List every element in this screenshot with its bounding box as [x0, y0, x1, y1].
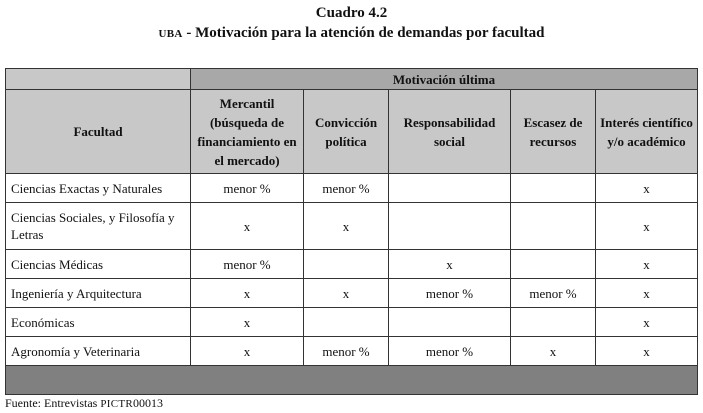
value-cell	[511, 203, 596, 250]
value-cell: menor %	[389, 279, 511, 308]
source-prefix: Fuente: Entrevistas	[5, 396, 101, 410]
value-cell: x	[191, 337, 304, 366]
facultad-cell: Ingeniería y Arquitectura	[6, 279, 191, 308]
value-cell: x	[596, 337, 698, 366]
value-cell: menor %	[191, 250, 304, 279]
value-cell: x	[389, 250, 511, 279]
value-cell: x	[596, 174, 698, 203]
value-cell	[389, 203, 511, 250]
value-cell: x	[191, 279, 304, 308]
table-row	[6, 174, 698, 203]
facultad-cell: Agronomía y Veterinaria	[6, 337, 191, 366]
value-cell	[511, 250, 596, 279]
column-header-conviccion: Convicción política	[304, 90, 389, 174]
facultad-cell: Económicas	[6, 308, 191, 337]
column-header-responsabilidad: Responsabilidad social	[389, 90, 511, 174]
value-cell: x	[596, 308, 698, 337]
caption-text: - Motivación para la atención de demandas por facultad	[182, 25, 545, 41]
table-row	[6, 203, 698, 250]
facultad-cell: Ciencias Exactas y Naturales	[6, 174, 191, 203]
table-row	[6, 250, 698, 279]
source-code-num: 00013	[133, 396, 164, 410]
value-cell: x	[511, 337, 596, 366]
value-cell: x	[596, 279, 698, 308]
table-caption-title	[0, 25, 703, 42]
value-cell: menor %	[304, 337, 389, 366]
group-header-row	[6, 69, 698, 90]
value-cell: x	[304, 203, 389, 250]
table-footer-bar	[6, 366, 698, 395]
value-cell: menor %	[304, 174, 389, 203]
value-cell: menor %	[191, 174, 304, 203]
value-cell	[304, 250, 389, 279]
column-header-interes: Interés científico y/o académico	[596, 90, 698, 174]
value-cell: x	[596, 250, 698, 279]
column-header-facultad: Facultad	[6, 90, 191, 174]
facultad-cell: Ciencias Sociales, y Filosofía y Letras	[6, 203, 191, 250]
motivation-table	[5, 68, 698, 395]
value-cell: menor %	[511, 279, 596, 308]
group-header-blank	[6, 69, 191, 90]
value-cell	[389, 308, 511, 337]
table-row	[6, 308, 698, 337]
column-header-row	[6, 90, 698, 174]
source-note	[5, 397, 163, 411]
source-code-sc: PICTR	[100, 398, 134, 410]
value-cell	[511, 308, 596, 337]
group-header: Motivación última	[191, 69, 698, 90]
value-cell: x	[304, 279, 389, 308]
table-caption-number: Cuadro 4.2	[315, 5, 388, 21]
column-header-mercantil: Mercantil (búsqueda de financiamiento en el mercado)	[191, 90, 304, 174]
table-row	[6, 337, 698, 366]
value-cell: x	[191, 203, 304, 250]
column-header-escasez: Escasez de recursos	[511, 90, 596, 174]
footer-bar-cell	[6, 366, 698, 395]
caption-prefix: UBA	[158, 28, 183, 40]
value-cell	[304, 308, 389, 337]
value-cell	[389, 174, 511, 203]
value-cell: menor %	[389, 337, 511, 366]
value-cell: x	[596, 203, 698, 250]
value-cell	[511, 174, 596, 203]
value-cell: x	[191, 308, 304, 337]
table-row	[6, 279, 698, 308]
facultad-cell: Ciencias Médicas	[6, 250, 191, 279]
